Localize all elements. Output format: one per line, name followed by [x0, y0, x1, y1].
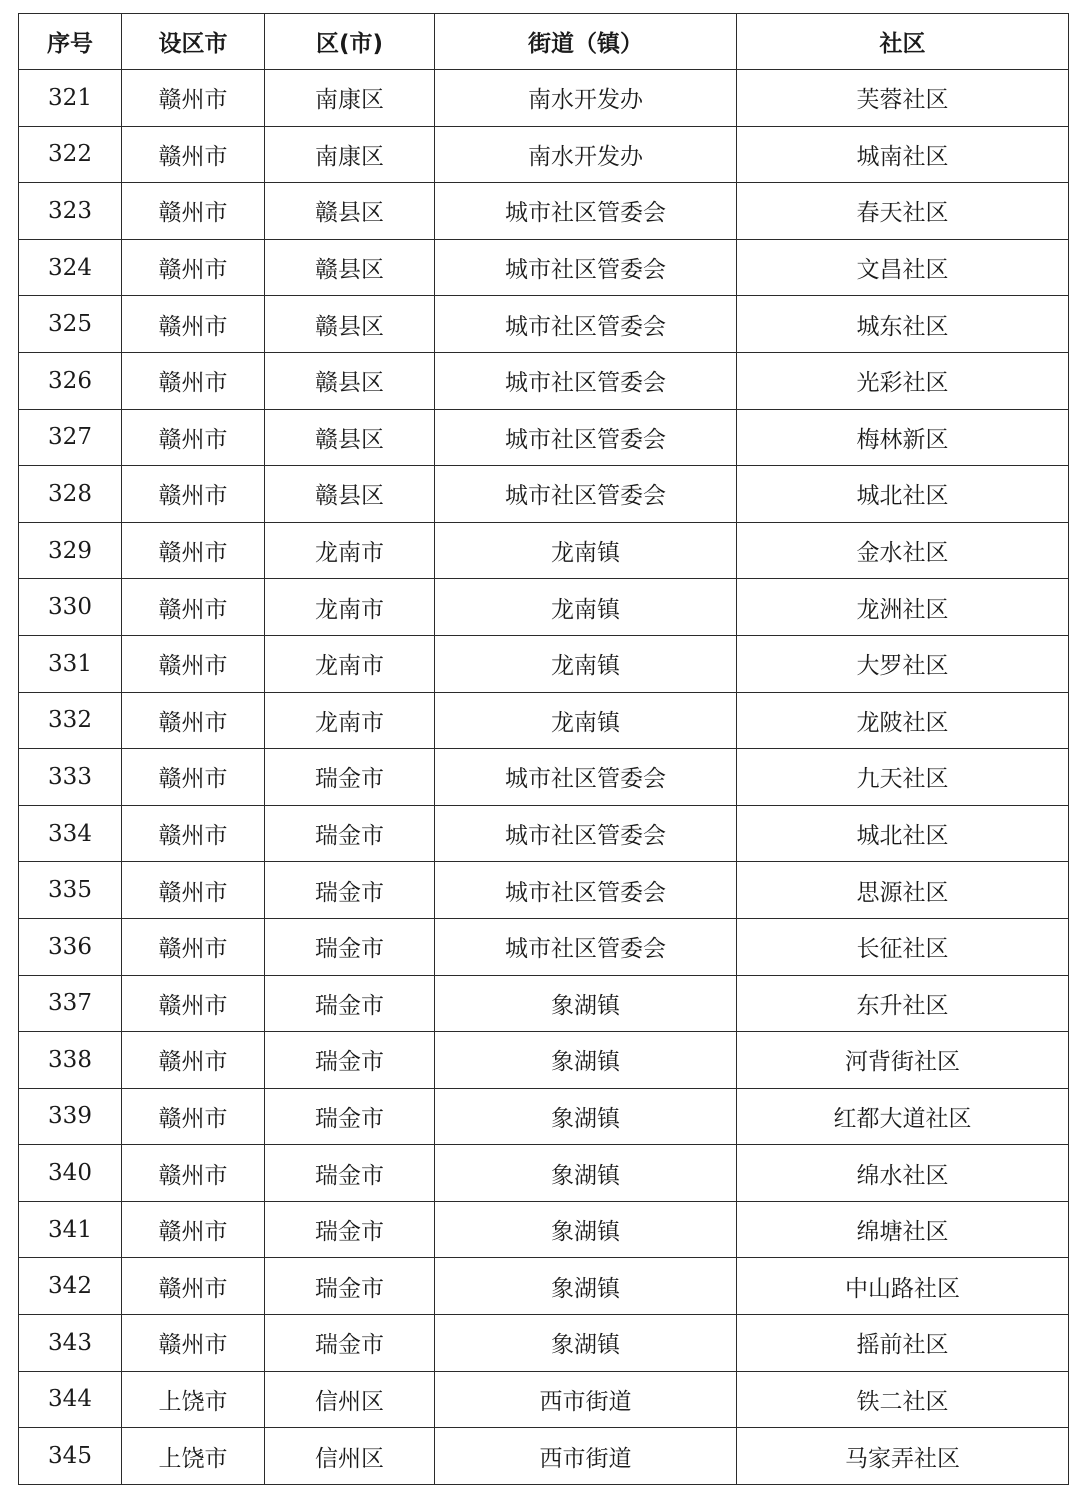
cell-city: 赣州市 [122, 749, 265, 806]
cell-district: 龙南市 [265, 692, 435, 749]
table-row [19, 183, 1069, 240]
cell-serial-number: 324 [19, 239, 122, 296]
cell-city: 赣州市 [122, 239, 265, 296]
cell-city: 赣州市 [122, 635, 265, 692]
cell-district: 瑞金市 [265, 1258, 435, 1315]
cell-city: 赣州市 [122, 1201, 265, 1258]
cell-street-town: 城市社区管委会 [435, 409, 737, 466]
table-row [19, 1088, 1069, 1145]
header-community: 社区 [737, 14, 1069, 70]
cell-city: 赣州市 [122, 1088, 265, 1145]
cell-street-town: 象湖镇 [435, 1145, 737, 1202]
cell-community: 城北社区 [737, 466, 1069, 523]
cell-serial-number: 341 [19, 1201, 122, 1258]
cell-community: 大罗社区 [737, 635, 1069, 692]
cell-street-town: 城市社区管委会 [435, 805, 737, 862]
table-row [19, 409, 1069, 466]
cell-community: 铁二社区 [737, 1371, 1069, 1428]
table-body [19, 70, 1069, 1485]
community-list-sheet [18, 13, 1068, 1485]
table-row [19, 1145, 1069, 1202]
cell-street-town: 龙南镇 [435, 692, 737, 749]
cell-district: 赣县区 [265, 239, 435, 296]
header-serial-number: 序号 [19, 14, 122, 70]
cell-community: 金水社区 [737, 522, 1069, 579]
cell-community: 城东社区 [737, 296, 1069, 353]
cell-serial-number: 322 [19, 126, 122, 183]
cell-city: 赣州市 [122, 409, 265, 466]
cell-serial-number: 342 [19, 1258, 122, 1315]
table-row [19, 862, 1069, 919]
cell-community: 思源社区 [737, 862, 1069, 919]
cell-serial-number: 323 [19, 183, 122, 240]
cell-street-town: 龙南镇 [435, 635, 737, 692]
cell-district: 赣县区 [265, 352, 435, 409]
cell-street-town: 西市街道 [435, 1371, 737, 1428]
cell-street-town: 城市社区管委会 [435, 862, 737, 919]
cell-city: 赣州市 [122, 466, 265, 523]
cell-community: 东升社区 [737, 975, 1069, 1032]
cell-city: 赣州市 [122, 805, 265, 862]
table-row [19, 1032, 1069, 1089]
cell-community: 梅林新区 [737, 409, 1069, 466]
cell-city: 上饶市 [122, 1371, 265, 1428]
cell-district: 瑞金市 [265, 1032, 435, 1089]
header-street-town: 街道（镇） [435, 14, 737, 70]
cell-city: 赣州市 [122, 1032, 265, 1089]
cell-city: 赣州市 [122, 1315, 265, 1372]
cell-city: 赣州市 [122, 692, 265, 749]
table-row [19, 126, 1069, 183]
cell-serial-number: 336 [19, 918, 122, 975]
cell-community: 城南社区 [737, 126, 1069, 183]
cell-district: 信州区 [265, 1371, 435, 1428]
cell-district: 瑞金市 [265, 805, 435, 862]
cell-serial-number: 328 [19, 466, 122, 523]
cell-community: 城北社区 [737, 805, 1069, 862]
cell-city: 赣州市 [122, 975, 265, 1032]
table-row [19, 692, 1069, 749]
cell-street-town: 象湖镇 [435, 1088, 737, 1145]
table-row [19, 805, 1069, 862]
cell-community: 绵水社区 [737, 1145, 1069, 1202]
cell-community: 河背街社区 [737, 1032, 1069, 1089]
table-row [19, 352, 1069, 409]
cell-community: 中山路社区 [737, 1258, 1069, 1315]
cell-city: 赣州市 [122, 579, 265, 636]
cell-serial-number: 331 [19, 635, 122, 692]
cell-serial-number: 343 [19, 1315, 122, 1372]
cell-district: 瑞金市 [265, 1201, 435, 1258]
cell-serial-number: 344 [19, 1371, 122, 1428]
table-row [19, 239, 1069, 296]
cell-community: 红都大道社区 [737, 1088, 1069, 1145]
table-row [19, 296, 1069, 353]
cell-district: 赣县区 [265, 183, 435, 240]
table-row [19, 522, 1069, 579]
cell-district: 赣县区 [265, 409, 435, 466]
cell-community: 龙陂社区 [737, 692, 1069, 749]
cell-district: 瑞金市 [265, 862, 435, 919]
table-row [19, 466, 1069, 523]
cell-street-town: 西市街道 [435, 1428, 737, 1485]
cell-street-town: 城市社区管委会 [435, 183, 737, 240]
table-row [19, 1315, 1069, 1372]
cell-street-town: 城市社区管委会 [435, 239, 737, 296]
cell-community: 文昌社区 [737, 239, 1069, 296]
cell-district: 瑞金市 [265, 918, 435, 975]
cell-district: 信州区 [265, 1428, 435, 1485]
cell-serial-number: 337 [19, 975, 122, 1032]
cell-community: 摇前社区 [737, 1315, 1069, 1372]
cell-street-town: 象湖镇 [435, 1201, 737, 1258]
cell-community: 龙洲社区 [737, 579, 1069, 636]
table-row [19, 635, 1069, 692]
cell-serial-number: 334 [19, 805, 122, 862]
cell-serial-number: 338 [19, 1032, 122, 1089]
cell-serial-number: 321 [19, 70, 122, 127]
header-district: 区(市) [265, 14, 435, 70]
cell-district: 赣县区 [265, 466, 435, 523]
cell-city: 赣州市 [122, 352, 265, 409]
table-row [19, 975, 1069, 1032]
cell-street-town: 南水开发办 [435, 70, 737, 127]
cell-city: 赣州市 [122, 918, 265, 975]
cell-city: 赣州市 [122, 1258, 265, 1315]
cell-street-town: 龙南镇 [435, 522, 737, 579]
cell-city: 赣州市 [122, 862, 265, 919]
cell-street-town: 城市社区管委会 [435, 749, 737, 806]
cell-community: 芙蓉社区 [737, 70, 1069, 127]
cell-street-town: 城市社区管委会 [435, 918, 737, 975]
cell-community: 马家弄社区 [737, 1428, 1069, 1485]
cell-serial-number: 329 [19, 522, 122, 579]
cell-serial-number: 325 [19, 296, 122, 353]
table-row [19, 1258, 1069, 1315]
cell-serial-number: 340 [19, 1145, 122, 1202]
cell-serial-number: 345 [19, 1428, 122, 1485]
cell-serial-number: 332 [19, 692, 122, 749]
cell-serial-number: 333 [19, 749, 122, 806]
header-city: 设区市 [122, 14, 265, 70]
cell-street-town: 象湖镇 [435, 1032, 737, 1089]
cell-community: 绵塘社区 [737, 1201, 1069, 1258]
cell-street-town: 龙南镇 [435, 579, 737, 636]
cell-district: 瑞金市 [265, 1315, 435, 1372]
cell-street-town: 城市社区管委会 [435, 466, 737, 523]
table-row [19, 1371, 1069, 1428]
cell-community: 光彩社区 [737, 352, 1069, 409]
cell-community: 九天社区 [737, 749, 1069, 806]
cell-community: 长征社区 [737, 918, 1069, 975]
cell-street-town: 城市社区管委会 [435, 296, 737, 353]
cell-district: 瑞金市 [265, 1145, 435, 1202]
cell-community: 春天社区 [737, 183, 1069, 240]
cell-district: 瑞金市 [265, 975, 435, 1032]
table-row [19, 1428, 1069, 1485]
cell-city: 上饶市 [122, 1428, 265, 1485]
cell-street-town: 南水开发办 [435, 126, 737, 183]
cell-city: 赣州市 [122, 296, 265, 353]
table-row [19, 70, 1069, 127]
cell-city: 赣州市 [122, 70, 265, 127]
cell-serial-number: 335 [19, 862, 122, 919]
table-header-row [19, 14, 1069, 70]
cell-city: 赣州市 [122, 126, 265, 183]
cell-city: 赣州市 [122, 183, 265, 240]
cell-serial-number: 326 [19, 352, 122, 409]
cell-street-town: 城市社区管委会 [435, 352, 737, 409]
cell-serial-number: 327 [19, 409, 122, 466]
cell-district: 龙南市 [265, 579, 435, 636]
cell-district: 赣县区 [265, 296, 435, 353]
cell-district: 南康区 [265, 126, 435, 183]
table-row [19, 579, 1069, 636]
cell-district: 南康区 [265, 70, 435, 127]
cell-district: 龙南市 [265, 635, 435, 692]
table-row [19, 1201, 1069, 1258]
table-row [19, 918, 1069, 975]
table-row [19, 749, 1069, 806]
cell-city: 赣州市 [122, 522, 265, 579]
cell-serial-number: 330 [19, 579, 122, 636]
cell-district: 瑞金市 [265, 749, 435, 806]
cell-city: 赣州市 [122, 1145, 265, 1202]
cell-district: 瑞金市 [265, 1088, 435, 1145]
community-table [18, 13, 1069, 1485]
cell-street-town: 象湖镇 [435, 1315, 737, 1372]
cell-street-town: 象湖镇 [435, 975, 737, 1032]
cell-district: 龙南市 [265, 522, 435, 579]
cell-street-town: 象湖镇 [435, 1258, 737, 1315]
cell-serial-number: 339 [19, 1088, 122, 1145]
